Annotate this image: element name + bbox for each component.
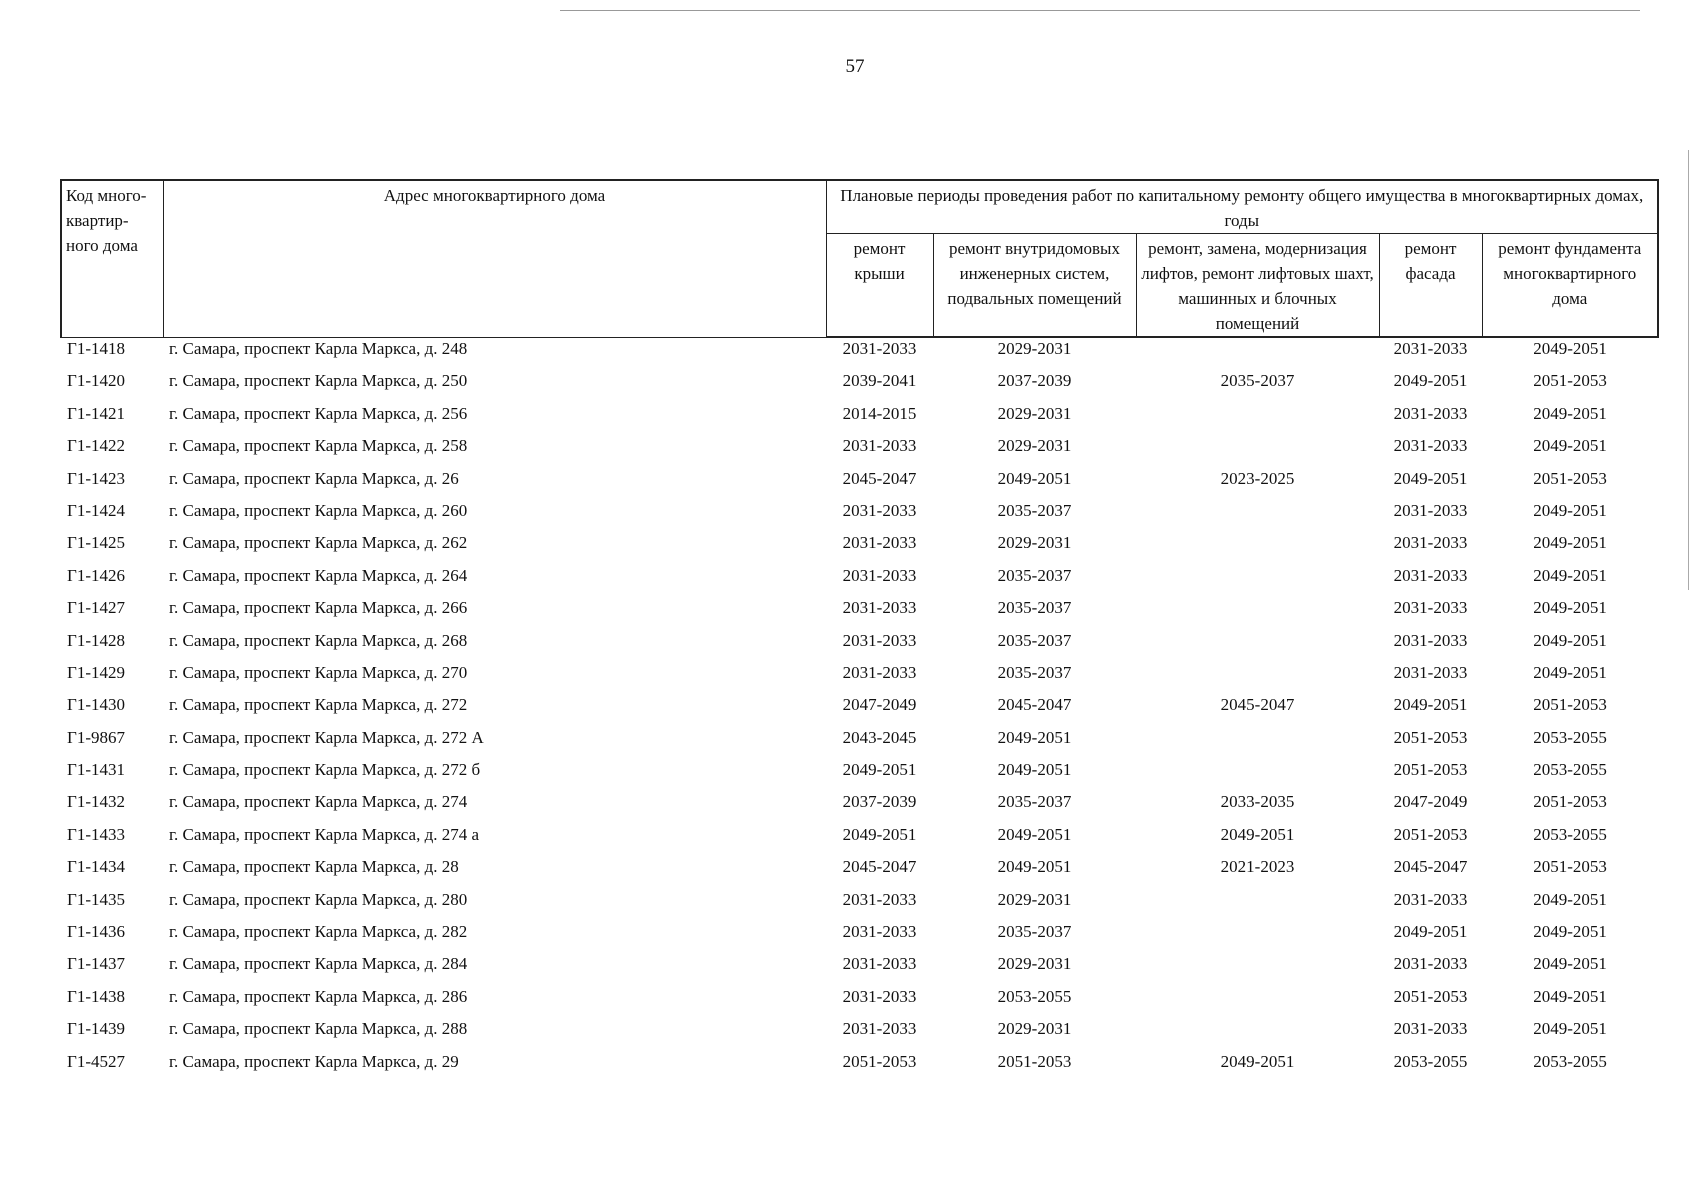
- row-systems: 2029-2031: [997, 889, 1072, 909]
- row-address: г. Самара, проспект Карла Маркса, д. 272: [169, 695, 468, 715]
- row-roof: 2039-2041: [842, 371, 917, 391]
- row-systems: 2049-2051: [997, 857, 1072, 877]
- row-address: г. Самара, проспект Карла Маркса, д. 282: [169, 922, 468, 942]
- row-systems: 2045-2047: [997, 695, 1072, 715]
- table-row: [61, 759, 1658, 791]
- row-foundation: 2053-2055: [1533, 824, 1607, 844]
- row-foundation: 2051-2053: [1533, 468, 1607, 488]
- row-roof: 2031-2033: [842, 889, 917, 909]
- row-facade: 2031-2033: [1393, 662, 1468, 682]
- row-address: г. Самара, проспект Карла Маркса, д. 270: [169, 662, 468, 682]
- row-lifts: [1136, 403, 1379, 435]
- row-code: Г1-1421: [67, 403, 125, 423]
- row-systems: 2035-2037: [997, 792, 1072, 812]
- row-facade: 2049-2051: [1393, 695, 1468, 715]
- row-facade: 2031-2033: [1393, 954, 1468, 974]
- row-lifts: [1136, 1018, 1379, 1050]
- table-row: [61, 662, 1658, 694]
- row-address: г. Самара, проспект Карла Маркса, д. 28: [169, 857, 459, 877]
- table-row: [61, 791, 1658, 823]
- row-code: Г1-1430: [67, 695, 125, 715]
- scan-artifact-right-line: [1688, 150, 1689, 590]
- table-row: [61, 532, 1658, 564]
- row-lifts: 2021-2023: [1220, 857, 1295, 877]
- header-row-top: [61, 180, 1658, 234]
- row-code: Г1-1435: [67, 889, 125, 909]
- row-code: Г1-1418: [67, 338, 125, 358]
- row-foundation: 2049-2051: [1533, 339, 1607, 358]
- row-facade: 2049-2051: [1393, 922, 1468, 942]
- row-lifts: 2045-2047: [1220, 695, 1295, 715]
- table-row: [61, 856, 1658, 888]
- header-code: Код много-квартир-ного дома: [61, 180, 163, 337]
- table-row: [61, 727, 1658, 759]
- row-code: Г1-1424: [67, 500, 125, 520]
- row-foundation: 2053-2055: [1533, 727, 1607, 747]
- row-roof: 2031-2033: [842, 662, 917, 682]
- row-roof: 2014-2015: [842, 403, 917, 423]
- row-code: Г1-4527: [67, 1051, 125, 1071]
- row-address: г. Самара, проспект Карла Маркса, д. 274: [169, 792, 468, 812]
- row-roof: 2031-2033: [842, 986, 917, 1006]
- row-code: Г1-1437: [67, 954, 125, 974]
- row-code: Г1-1427: [67, 598, 125, 618]
- row-facade: 2047-2049: [1393, 792, 1468, 812]
- row-systems: 2049-2051: [997, 468, 1072, 488]
- row-systems: 2049-2051: [997, 760, 1072, 780]
- row-facade: 2031-2033: [1393, 630, 1468, 650]
- row-code: Г1-1436: [67, 922, 125, 942]
- row-roof: 2051-2053: [842, 1051, 917, 1071]
- row-systems: 2035-2037: [997, 500, 1072, 520]
- row-roof: 2031-2033: [842, 339, 917, 358]
- row-lifts: [1136, 727, 1379, 759]
- row-lifts: [1136, 500, 1379, 532]
- row-foundation: 2049-2051: [1533, 954, 1607, 974]
- row-systems: 2049-2051: [997, 727, 1072, 747]
- header-facade: ремонт фасада: [1379, 234, 1482, 338]
- row-code: Г1-1426: [67, 565, 125, 585]
- row-foundation: 2049-2051: [1533, 662, 1607, 682]
- table-row: [61, 500, 1658, 532]
- row-facade: 2049-2051: [1393, 468, 1468, 488]
- row-facade: 2051-2053: [1393, 760, 1468, 780]
- row-systems: 2053-2055: [997, 986, 1072, 1006]
- row-lifts: [1136, 986, 1379, 1018]
- header-lifts: ремонт, замена, модернизация лифтов, ремонт лифтовых шахт, машинных и блочных помещений: [1136, 234, 1379, 338]
- row-facade: 2031-2033: [1393, 889, 1468, 909]
- row-foundation: 2051-2053: [1533, 792, 1607, 812]
- row-facade: 2031-2033: [1393, 403, 1468, 423]
- row-code: Г1-1428: [67, 630, 125, 650]
- row-roof: 2047-2049: [842, 695, 917, 715]
- row-roof: 2049-2051: [842, 824, 917, 844]
- row-address: г. Самара, проспект Карла Маркса, д. 284: [169, 954, 468, 974]
- row-address: г. Самара, проспект Карла Маркса, д. 286: [169, 986, 468, 1006]
- header-planned-periods: Плановые периоды проведения работ по капитальному ремонту общего имущества в многоквартирных домах, годы: [826, 180, 1658, 234]
- row-systems: 2029-2031: [997, 533, 1072, 553]
- row-roof: 2031-2033: [842, 565, 917, 585]
- table-row: [61, 1018, 1658, 1050]
- row-code: Г1-1422: [67, 436, 125, 456]
- row-facade: 2031-2033: [1393, 1019, 1468, 1039]
- row-foundation: 2051-2053: [1533, 695, 1607, 715]
- row-code: Г1-1431: [67, 760, 125, 780]
- row-address: г. Самара, проспект Карла Маркса, д. 256: [169, 403, 468, 423]
- table-row: [61, 435, 1658, 467]
- header-systems: ремонт внутридомовых инженерных систем, подвальных помещений: [933, 234, 1136, 338]
- row-foundation: 2049-2051: [1533, 500, 1607, 520]
- row-address: г. Самара, проспект Карла Маркса, д. 274 а: [169, 824, 480, 844]
- page-number: 57: [845, 56, 865, 77]
- table-row: [61, 694, 1658, 726]
- row-lifts: 2049-2051: [1220, 824, 1295, 844]
- row-address: г. Самара, проспект Карла Маркса, д. 250: [169, 371, 468, 391]
- table-row: [61, 337, 1658, 370]
- row-roof: 2043-2045: [842, 727, 917, 747]
- row-address: г. Самара, проспект Карла Маркса, д. 288: [169, 1019, 468, 1039]
- row-systems: 2029-2031: [997, 339, 1072, 358]
- row-code: Г1-1433: [67, 824, 125, 844]
- row-roof: 2031-2033: [842, 533, 917, 553]
- row-systems: 2035-2037: [997, 598, 1072, 618]
- row-address: г. Самара, проспект Карла Маркса, д. 272 А: [169, 727, 484, 747]
- row-roof: 2031-2033: [842, 1019, 917, 1039]
- row-code: Г1-1432: [67, 792, 125, 812]
- row-foundation: 2051-2053: [1533, 371, 1607, 391]
- row-facade: 2031-2033: [1393, 598, 1468, 618]
- header-address: Адрес многоквартирного дома: [163, 180, 826, 337]
- table-body: [61, 337, 1658, 1083]
- row-lifts: [1136, 921, 1379, 953]
- row-lifts: [1136, 435, 1379, 467]
- row-foundation: 2053-2055: [1533, 760, 1607, 780]
- table-row: [61, 953, 1658, 985]
- row-foundation: 2049-2051: [1533, 403, 1607, 423]
- row-facade: 2045-2047: [1393, 857, 1468, 877]
- row-systems: 2035-2037: [997, 565, 1072, 585]
- header-roof: ремонт крыши: [826, 234, 933, 338]
- row-lifts: 2033-2035: [1220, 792, 1295, 812]
- row-roof: 2037-2039: [842, 792, 917, 812]
- row-code: Г1-1434: [67, 857, 125, 877]
- row-roof: 2049-2051: [842, 760, 917, 780]
- row-address: г. Самара, проспект Карла Маркса, д. 26: [169, 468, 459, 488]
- row-systems: 2049-2051: [997, 824, 1072, 844]
- row-facade: 2031-2033: [1393, 500, 1468, 520]
- row-foundation: 2053-2055: [1533, 1051, 1607, 1071]
- row-lifts: [1136, 759, 1379, 791]
- row-foundation: 2049-2051: [1533, 986, 1607, 1006]
- row-foundation: 2049-2051: [1533, 533, 1607, 553]
- row-lifts: [1136, 953, 1379, 985]
- row-code: Г1-1425: [67, 533, 125, 553]
- row-address: г. Самара, проспект Карла Маркса, д. 262: [169, 533, 468, 553]
- row-systems: 2029-2031: [997, 1019, 1072, 1039]
- row-systems: 2029-2031: [997, 403, 1072, 423]
- table-row: [61, 986, 1658, 1018]
- row-systems: 2029-2031: [997, 954, 1072, 974]
- row-roof: 2045-2047: [842, 857, 917, 877]
- row-facade: 2051-2053: [1393, 727, 1468, 747]
- row-facade: 2051-2053: [1393, 824, 1468, 844]
- row-facade: 2053-2055: [1393, 1051, 1468, 1071]
- row-lifts: 2049-2051: [1220, 1051, 1295, 1071]
- row-address: г. Самара, проспект Карла Маркса, д. 268: [169, 630, 468, 650]
- row-lifts: [1136, 532, 1379, 564]
- row-foundation: 2049-2051: [1533, 436, 1607, 456]
- table-row: [61, 1051, 1658, 1083]
- row-roof: 2031-2033: [842, 598, 917, 618]
- table-row: [61, 468, 1658, 500]
- table-row: [61, 565, 1658, 597]
- row-address: г. Самара, проспект Карла Маркса, д. 248: [169, 338, 468, 358]
- row-code: Г1-1438: [67, 986, 125, 1006]
- row-roof: 2045-2047: [842, 468, 917, 488]
- row-foundation: 2049-2051: [1533, 565, 1607, 585]
- repair-schedule-table: [60, 179, 1659, 1083]
- row-lifts: [1136, 889, 1379, 921]
- row-address: г. Самара, проспект Карла Маркса, д. 272 б: [169, 760, 481, 780]
- row-code: Г1-1429: [67, 662, 125, 682]
- table-row: [61, 597, 1658, 629]
- table-row: [61, 370, 1658, 402]
- row-facade: 2051-2053: [1393, 986, 1468, 1006]
- row-facade: 2031-2033: [1393, 533, 1468, 553]
- row-foundation: 2049-2051: [1533, 630, 1607, 650]
- row-roof: 2031-2033: [842, 436, 917, 456]
- row-code: Г1-1420: [67, 371, 125, 391]
- row-foundation: 2049-2051: [1533, 889, 1607, 909]
- row-code: Г1-9867: [67, 727, 125, 747]
- table-header: [61, 180, 1658, 337]
- table-row: [61, 630, 1658, 662]
- row-lifts: [1136, 337, 1379, 370]
- row-lifts: [1136, 565, 1379, 597]
- row-roof: 2031-2033: [842, 922, 917, 942]
- row-lifts: [1136, 630, 1379, 662]
- row-facade: 2031-2033: [1393, 565, 1468, 585]
- row-foundation: 2049-2051: [1533, 598, 1607, 618]
- table-row: [61, 921, 1658, 953]
- row-address: г. Самара, проспект Карла Маркса, д. 280: [169, 889, 468, 909]
- row-address: г. Самара, проспект Карла Маркса, д. 266: [169, 598, 468, 618]
- table-row: [61, 889, 1658, 921]
- row-roof: 2031-2033: [842, 500, 917, 520]
- row-roof: 2031-2033: [842, 630, 917, 650]
- row-systems: 2035-2037: [997, 662, 1072, 682]
- row-lifts: [1136, 597, 1379, 629]
- row-systems: 2035-2037: [997, 922, 1072, 942]
- row-systems: 2029-2031: [997, 436, 1072, 456]
- table-row: [61, 403, 1658, 435]
- header-foundation: ремонт фундамента многоквартирного дома: [1482, 234, 1658, 338]
- row-address: г. Самара, проспект Карла Маркса, д. 29: [169, 1051, 459, 1071]
- row-address: г. Самара, проспект Карла Маркса, д. 258: [169, 436, 468, 456]
- row-facade: 2049-2051: [1393, 371, 1468, 391]
- scan-artifact-top-line: [560, 10, 1640, 11]
- row-roof: 2031-2033: [842, 954, 917, 974]
- row-systems: 2037-2039: [997, 371, 1072, 391]
- row-systems: 2051-2053: [997, 1051, 1072, 1071]
- row-foundation: 2049-2051: [1533, 1019, 1607, 1039]
- row-foundation: 2049-2051: [1533, 922, 1607, 942]
- row-address: г. Самара, проспект Карла Маркса, д. 260: [169, 500, 468, 520]
- row-systems: 2035-2037: [997, 630, 1072, 650]
- row-foundation: 2051-2053: [1533, 857, 1607, 877]
- row-address: г. Самара, проспект Карла Маркса, д. 264: [169, 565, 468, 585]
- row-facade: 2031-2033: [1393, 339, 1468, 358]
- table-row: [61, 824, 1658, 856]
- row-facade: 2031-2033: [1393, 436, 1468, 456]
- row-code: Г1-1439: [67, 1019, 125, 1039]
- row-lifts: [1136, 662, 1379, 694]
- row-lifts: 2023-2025: [1220, 468, 1295, 488]
- row-lifts: 2035-2037: [1220, 371, 1295, 391]
- row-code: Г1-1423: [67, 468, 125, 488]
